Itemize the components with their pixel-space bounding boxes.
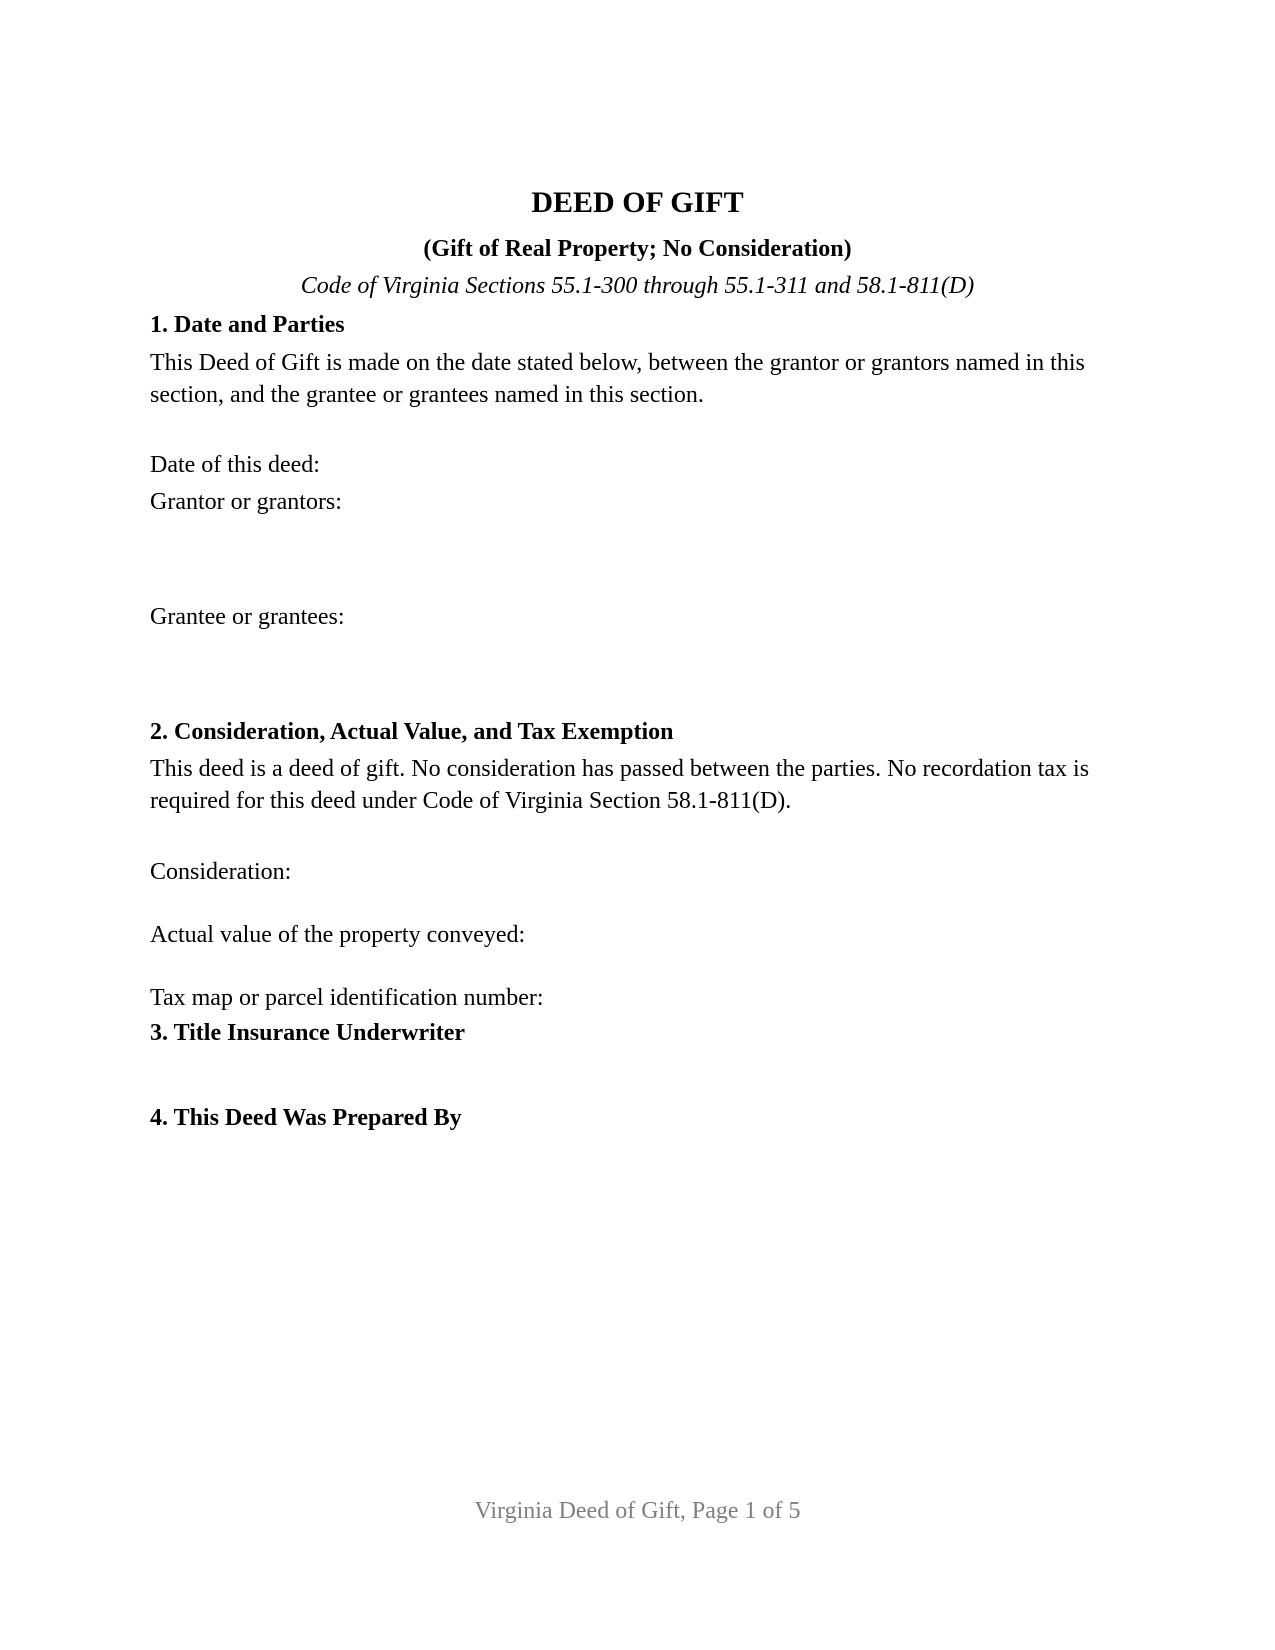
grantor-label: Grantor or grantors: [150,489,342,515]
consideration-label: Consideration: [150,859,292,885]
actual-value-label: Actual value of the property conveyed: [150,922,526,948]
date-of-deed-label: Date of this deed: [150,452,320,478]
section-heading-consideration: 2. Consideration, Actual Value, and Tax Exemption [150,719,674,745]
section-paragraph-consideration: This deed is a deed of gift. No consideration has passed between the parties. No recordation tax is required for this deed under Code of Virginia Section 58.1-811(D). [150,756,1090,814]
tax-map-label: Tax map or parcel identification number: [150,985,544,1011]
document-title: DEED OF GIFT [531,186,744,219]
section-paragraph-date-and-parties: This Deed of Gift is made on the date stated below, between the grantor or grantors named in this section, and the grantee or grantees named in this section. [150,350,1085,408]
statute-citation: Code of Virginia Sections 55.1-300 through 55.1-311 and 58.1-811(D) [300,273,975,299]
section-heading-date-and-parties: 1. Date and Parties [150,312,345,338]
section-heading-title-insurance: 3. Title Insurance Underwriter [150,1020,466,1046]
document-subtitle: (Gift of Real Property; No Consideration) [423,236,852,262]
section-heading-prepared-by: 4. This Deed Was Prepared By [150,1105,462,1131]
grantee-label: Grantee or grantees: [150,604,345,630]
page-footer: Virginia Deed of Gift, Page 1 of 5 [474,1498,801,1524]
